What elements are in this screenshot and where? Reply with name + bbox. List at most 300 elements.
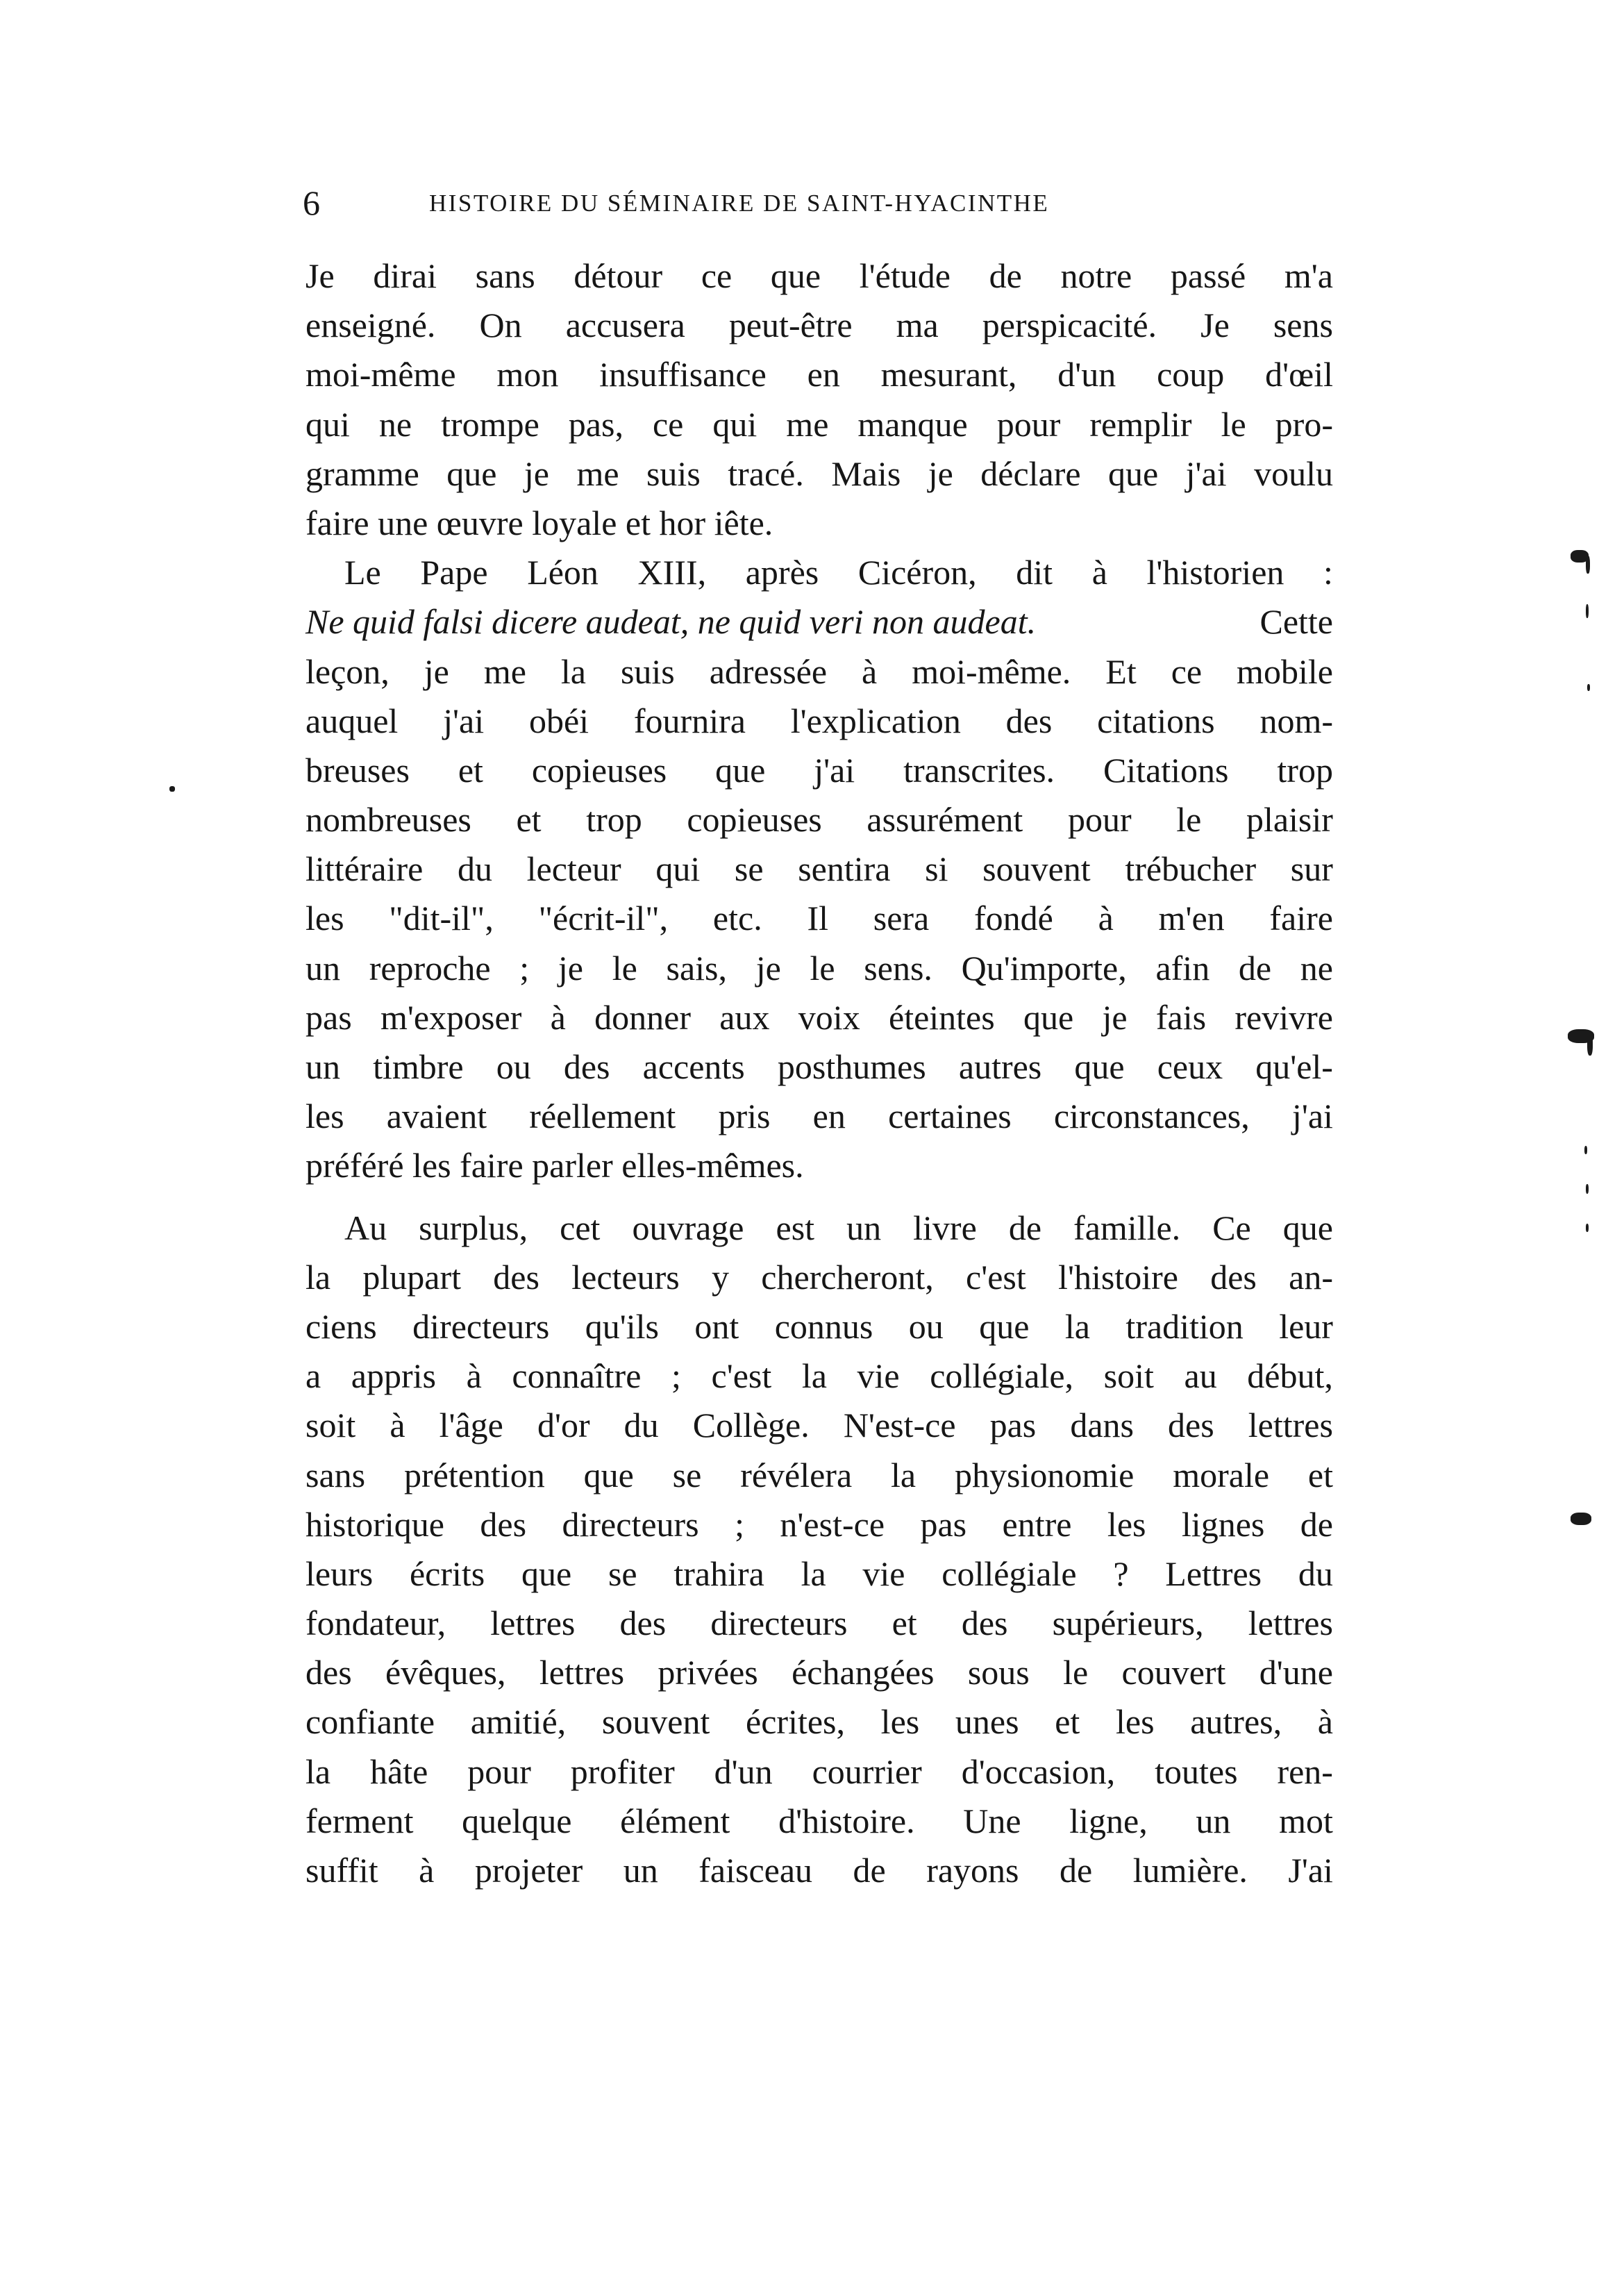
- word: le: [612, 948, 637, 988]
- text-line: préféré les faire parler elles-mêmes.: [305, 1146, 804, 1185]
- word: couvert: [1121, 1653, 1226, 1692]
- scan-speck: [1571, 1513, 1591, 1525]
- word: lecteur: [526, 849, 621, 889]
- word: historique: [305, 1504, 444, 1544]
- word: Je: [305, 256, 335, 295]
- word: profiter: [570, 1751, 675, 1791]
- word: mobile: [1237, 651, 1333, 691]
- word: pas: [305, 997, 352, 1037]
- word: qui: [712, 404, 757, 444]
- word: de: [1300, 1504, 1333, 1544]
- text-line: [305, 1253, 1333, 1302]
- word: pour: [467, 1751, 531, 1791]
- text-line: [305, 894, 1333, 943]
- text-line: [305, 993, 1333, 1042]
- word: reproche: [369, 948, 491, 988]
- word: souvent: [982, 849, 1091, 889]
- word: que: [1074, 1047, 1125, 1086]
- word: la: [891, 1455, 916, 1494]
- word: évêques,: [385, 1653, 506, 1692]
- word: entre: [1002, 1504, 1072, 1544]
- word: ma: [896, 306, 939, 345]
- word: plaisir: [1246, 800, 1333, 840]
- word: ou: [496, 1047, 531, 1086]
- word: :: [1323, 553, 1333, 592]
- word: connaître: [512, 1356, 642, 1396]
- word: et: [1055, 1702, 1080, 1742]
- word: souvent: [601, 1702, 710, 1742]
- word: famille.: [1073, 1208, 1181, 1247]
- word: la: [560, 651, 586, 691]
- word: c'est: [966, 1257, 1026, 1297]
- word: morale: [1173, 1455, 1270, 1494]
- word: que: [979, 1306, 1030, 1346]
- text-line: [305, 449, 1333, 499]
- word: collégiale: [941, 1554, 1077, 1593]
- text-line: [305, 1451, 1333, 1500]
- word: an-: [1289, 1257, 1333, 1297]
- word: sentira: [798, 849, 891, 889]
- word: leurs: [305, 1554, 374, 1593]
- word: détour: [574, 256, 663, 295]
- word: assurément: [867, 800, 1023, 840]
- word: unes: [955, 1702, 1019, 1742]
- word: lignes: [1181, 1504, 1265, 1544]
- word: me: [483, 651, 526, 691]
- word: d'un: [714, 1751, 773, 1791]
- word: que: [1108, 453, 1159, 493]
- word: pas: [920, 1504, 967, 1544]
- word: qu'ils: [585, 1306, 659, 1346]
- word: voulu: [1254, 453, 1333, 493]
- text-line: [305, 1500, 1333, 1549]
- word: au: [1184, 1356, 1217, 1396]
- text-line: [305, 746, 1333, 795]
- word: fondé: [974, 899, 1053, 938]
- word: accents: [642, 1047, 745, 1086]
- word: Ce: [1212, 1208, 1251, 1247]
- text-line-italic: [305, 597, 1333, 647]
- word: trop: [586, 800, 642, 840]
- word: certaines: [888, 1097, 1012, 1136]
- word: en: [812, 1097, 846, 1136]
- word: mot: [1279, 1801, 1333, 1840]
- word: directeurs: [710, 1604, 848, 1643]
- word: les: [880, 1702, 920, 1742]
- word: ;: [519, 948, 530, 988]
- word: suffit: [305, 1851, 378, 1890]
- latin-quotation: Ne quid falsi dicere audeat, ne quid veri non audeat.: [305, 602, 1037, 642]
- word: ouvrage: [632, 1208, 744, 1247]
- word: de: [1060, 1851, 1093, 1890]
- word: d'un: [1057, 355, 1116, 394]
- word: pour: [996, 404, 1061, 444]
- text-line: [305, 1042, 1333, 1092]
- word: élément: [620, 1801, 730, 1840]
- word: Au: [344, 1208, 387, 1247]
- word: se: [734, 849, 764, 889]
- word: m'exposer: [380, 997, 522, 1037]
- word: dit: [1016, 553, 1053, 592]
- word: courrier: [812, 1751, 922, 1791]
- word: et: [891, 1604, 917, 1643]
- text-line: [305, 944, 1333, 993]
- word: ?: [1113, 1554, 1129, 1593]
- word: projeter: [474, 1851, 583, 1890]
- word: transcrites.: [903, 750, 1055, 790]
- text-line: [305, 350, 1333, 399]
- word: en: [807, 355, 840, 394]
- word: début,: [1247, 1356, 1333, 1396]
- word: vie: [857, 1356, 900, 1396]
- word: les: [305, 899, 344, 938]
- word: je: [424, 651, 449, 691]
- word: vie: [862, 1554, 905, 1593]
- word: Pape: [420, 553, 488, 592]
- word: sens: [1273, 306, 1333, 345]
- word: quelque: [462, 1801, 572, 1840]
- scan-speck: [169, 786, 175, 792]
- word: des: [493, 1257, 539, 1297]
- word: à: [1317, 1702, 1333, 1742]
- word: un: [623, 1851, 658, 1890]
- word: sous: [967, 1653, 1030, 1692]
- word: des: [961, 1604, 1008, 1643]
- word: timbre: [373, 1047, 464, 1086]
- word: y: [711, 1257, 729, 1297]
- word: a: [305, 1356, 321, 1396]
- text-line: faire une œuvre loyale et hor iête.: [305, 503, 773, 542]
- word: à: [466, 1356, 482, 1396]
- word: réellement: [529, 1097, 676, 1136]
- word: le: [1063, 1653, 1089, 1692]
- word: N'est-ce: [843, 1406, 956, 1445]
- word: confiante: [305, 1702, 435, 1742]
- word: à: [862, 651, 878, 691]
- word: la: [801, 1356, 827, 1396]
- word: dirai: [373, 256, 437, 295]
- word: l'étude: [859, 256, 951, 295]
- word: sur: [1290, 849, 1333, 889]
- word: des: [305, 1653, 352, 1692]
- word: le: [1221, 404, 1246, 444]
- word: adressée: [709, 651, 828, 691]
- word: suis: [646, 453, 701, 493]
- word: Mais: [831, 453, 901, 493]
- word: manque: [857, 404, 968, 444]
- word: coup: [1157, 355, 1225, 394]
- word: ce: [652, 404, 684, 444]
- word: échangées: [792, 1653, 935, 1692]
- word: avaient: [386, 1097, 487, 1136]
- word: déclare: [980, 453, 1081, 493]
- word: etc.: [712, 899, 762, 938]
- word: trompe: [441, 404, 539, 444]
- word: ;: [735, 1504, 744, 1544]
- word: fais: [1155, 997, 1207, 1037]
- word: les: [1107, 1504, 1146, 1544]
- word: plupart: [362, 1257, 462, 1297]
- word: des: [1168, 1406, 1214, 1445]
- word: et: [458, 750, 483, 790]
- word: mesurant,: [880, 355, 1017, 394]
- word: tracé.: [728, 453, 804, 493]
- word: sans: [475, 256, 535, 295]
- text-line: [305, 844, 1333, 894]
- scan-speck: [1586, 1224, 1589, 1232]
- word: leur: [1279, 1306, 1333, 1346]
- word: écrites,: [746, 1702, 845, 1742]
- word: autres,: [1190, 1702, 1282, 1742]
- word: Une: [963, 1801, 1021, 1840]
- word: l'explication: [790, 701, 961, 740]
- word: obéi: [528, 701, 589, 740]
- word: d'une: [1259, 1653, 1333, 1692]
- word: un: [305, 1047, 340, 1086]
- word: "écrit-il",: [538, 899, 669, 938]
- word: je: [524, 453, 549, 493]
- word: me: [576, 453, 619, 493]
- text-line: [305, 1697, 1333, 1747]
- word: J'ai: [1288, 1851, 1333, 1890]
- word: moi-même.: [912, 651, 1071, 691]
- word: qui: [305, 404, 350, 444]
- word: appris: [351, 1356, 436, 1396]
- word: ceux: [1157, 1047, 1223, 1086]
- word: de: [1008, 1208, 1042, 1247]
- text-line: [305, 251, 1333, 301]
- word: je: [1102, 997, 1128, 1037]
- text-line: [305, 647, 1333, 697]
- word: amitié,: [470, 1702, 567, 1742]
- word: les: [1115, 1702, 1155, 1742]
- word: Il: [807, 899, 828, 938]
- word: qui: [655, 849, 701, 889]
- word: et: [516, 800, 542, 840]
- word: la: [305, 1257, 331, 1297]
- word: Qu'importe,: [961, 948, 1127, 988]
- word: un: [846, 1208, 882, 1247]
- word: pris: [718, 1097, 771, 1136]
- word: et: [1307, 1455, 1333, 1494]
- word: que: [446, 453, 497, 493]
- word: que: [1282, 1208, 1333, 1247]
- word: autres: [958, 1047, 1042, 1086]
- word: pour: [1067, 800, 1132, 840]
- word: sais,: [666, 948, 727, 988]
- word: ce: [1171, 651, 1203, 691]
- word: le: [1176, 800, 1202, 840]
- word: ce: [701, 256, 733, 295]
- word: toutes: [1155, 1751, 1238, 1791]
- word: faisceau: [698, 1851, 813, 1890]
- word: à: [550, 997, 566, 1037]
- word: j'ai: [1185, 453, 1227, 493]
- word: trop: [1277, 750, 1333, 790]
- word: leçon,: [305, 651, 390, 691]
- word: cet: [560, 1208, 601, 1247]
- text-line: [305, 1846, 1333, 1895]
- word: suis: [620, 651, 675, 691]
- text-line: [305, 1648, 1333, 1697]
- word: passé: [1170, 256, 1246, 295]
- text-line: [305, 1351, 1333, 1401]
- text-line: [305, 1204, 1333, 1253]
- word: ne: [1300, 948, 1333, 988]
- word: d'occasion,: [961, 1751, 1116, 1791]
- word: sans: [305, 1455, 366, 1494]
- word: revivre: [1234, 997, 1333, 1037]
- word: directeurs: [562, 1504, 699, 1544]
- word: à: [1098, 899, 1114, 938]
- word: On: [479, 306, 522, 345]
- text-line: [305, 548, 1333, 597]
- word: circonstances,: [1053, 1097, 1250, 1136]
- word: pro-: [1275, 404, 1333, 444]
- text-line: [305, 1092, 1333, 1141]
- word: remplir: [1089, 404, 1192, 444]
- text-line: [305, 1797, 1333, 1846]
- word: des: [1210, 1257, 1257, 1297]
- word: lettres: [539, 1653, 625, 1692]
- word: donner: [594, 997, 691, 1037]
- word: soit: [1103, 1356, 1154, 1396]
- word: trahira: [673, 1554, 764, 1593]
- word: copieuses: [531, 750, 667, 790]
- word: à: [419, 1851, 435, 1890]
- text-line: [305, 1302, 1333, 1351]
- word: j'ai: [814, 750, 855, 790]
- word: pas,: [568, 404, 623, 444]
- word: la: [305, 1751, 331, 1791]
- word: que: [715, 750, 766, 790]
- word: livre: [913, 1208, 977, 1247]
- text-line: [305, 1549, 1333, 1599]
- word: faire: [1269, 899, 1333, 938]
- word: de: [1238, 948, 1272, 988]
- word: n'est-ce: [780, 1504, 885, 1544]
- word: Et: [1105, 651, 1137, 691]
- word: ligne,: [1069, 1801, 1148, 1840]
- text-fragment: Cette: [1259, 602, 1333, 642]
- word: que: [583, 1455, 634, 1494]
- word: nombreuses: [305, 800, 471, 840]
- word: je: [558, 948, 583, 988]
- word: de: [853, 1851, 886, 1890]
- scan-speck: [1586, 604, 1589, 618]
- word: Je: [1200, 306, 1230, 345]
- word: les: [305, 1097, 344, 1136]
- word: lettres: [1248, 1406, 1333, 1445]
- word: révélera: [740, 1455, 853, 1494]
- word: ;: [671, 1356, 681, 1396]
- word: des: [619, 1604, 667, 1643]
- word: directeurs: [412, 1306, 550, 1346]
- word: soit: [305, 1406, 356, 1445]
- word: des: [480, 1504, 527, 1544]
- word: des: [563, 1047, 610, 1086]
- word: la: [801, 1554, 826, 1593]
- word: du: [623, 1406, 659, 1445]
- text-line: [305, 1599, 1333, 1648]
- body-text: [305, 251, 1333, 1895]
- word: ferment: [305, 1801, 414, 1840]
- word: fondateur,: [305, 1604, 446, 1643]
- word: l'histoire: [1058, 1257, 1178, 1297]
- word: l'historien: [1146, 553, 1284, 592]
- word: ou: [908, 1306, 944, 1346]
- word: l'âge: [439, 1406, 503, 1445]
- scan-speck: [1587, 1033, 1593, 1056]
- word: d'histoire.: [778, 1801, 915, 1840]
- word: trébucher: [1125, 849, 1257, 889]
- word: fournira: [633, 701, 746, 740]
- word: prétention: [403, 1455, 545, 1494]
- page-number: 6: [303, 183, 320, 222]
- word: ont: [694, 1306, 739, 1346]
- scan-speck: [1586, 556, 1590, 574]
- word: me: [786, 404, 829, 444]
- scan-speck: [1587, 684, 1590, 691]
- word: supérieurs,: [1052, 1604, 1204, 1643]
- text-line: [305, 1747, 1333, 1797]
- word: Collège.: [692, 1406, 810, 1445]
- word: un: [305, 948, 340, 988]
- text-line: [305, 1401, 1333, 1450]
- word: Cicéron,: [857, 553, 977, 592]
- word: accusera: [565, 306, 685, 345]
- word: du: [1298, 1554, 1333, 1593]
- word: j'ai: [1291, 1097, 1333, 1136]
- word: ne: [378, 404, 412, 444]
- word: rayons: [926, 1851, 1019, 1890]
- word: XIII,: [637, 553, 707, 592]
- word: que: [770, 256, 821, 295]
- word: que: [521, 1554, 572, 1593]
- word: un: [1196, 1801, 1231, 1840]
- word: du: [458, 849, 492, 889]
- word: sera: [873, 899, 930, 938]
- word: que: [1023, 997, 1074, 1037]
- running-title: HISTOIRE DU SÉMINAIRE DE SAINT-HYACINTHE: [429, 190, 1050, 217]
- word: collégiale,: [930, 1356, 1074, 1396]
- scan-speck: [1584, 1146, 1587, 1154]
- word: tradition: [1125, 1306, 1244, 1346]
- word: littéraire: [305, 849, 424, 889]
- word: qu'el-: [1255, 1047, 1333, 1086]
- word: se: [608, 1554, 637, 1593]
- word: le: [810, 948, 835, 988]
- word: Le: [344, 553, 381, 592]
- word: lettres: [1248, 1604, 1333, 1643]
- word: à: [1091, 553, 1107, 592]
- word: c'est: [711, 1356, 772, 1396]
- word: nom-: [1259, 701, 1333, 740]
- word: voix: [798, 997, 860, 1037]
- word: d'œil: [1265, 355, 1333, 394]
- word: sens.: [864, 948, 932, 988]
- word: ren-: [1277, 1751, 1333, 1791]
- running-head: [303, 182, 1337, 224]
- word: afin: [1155, 948, 1210, 988]
- word: perspicacité.: [982, 306, 1157, 345]
- word: si: [925, 849, 948, 889]
- word: écrits: [409, 1554, 485, 1593]
- word: éteintes: [889, 997, 995, 1037]
- word: de: [989, 256, 1022, 295]
- word: Citations: [1103, 750, 1229, 790]
- word: ciens: [305, 1306, 377, 1346]
